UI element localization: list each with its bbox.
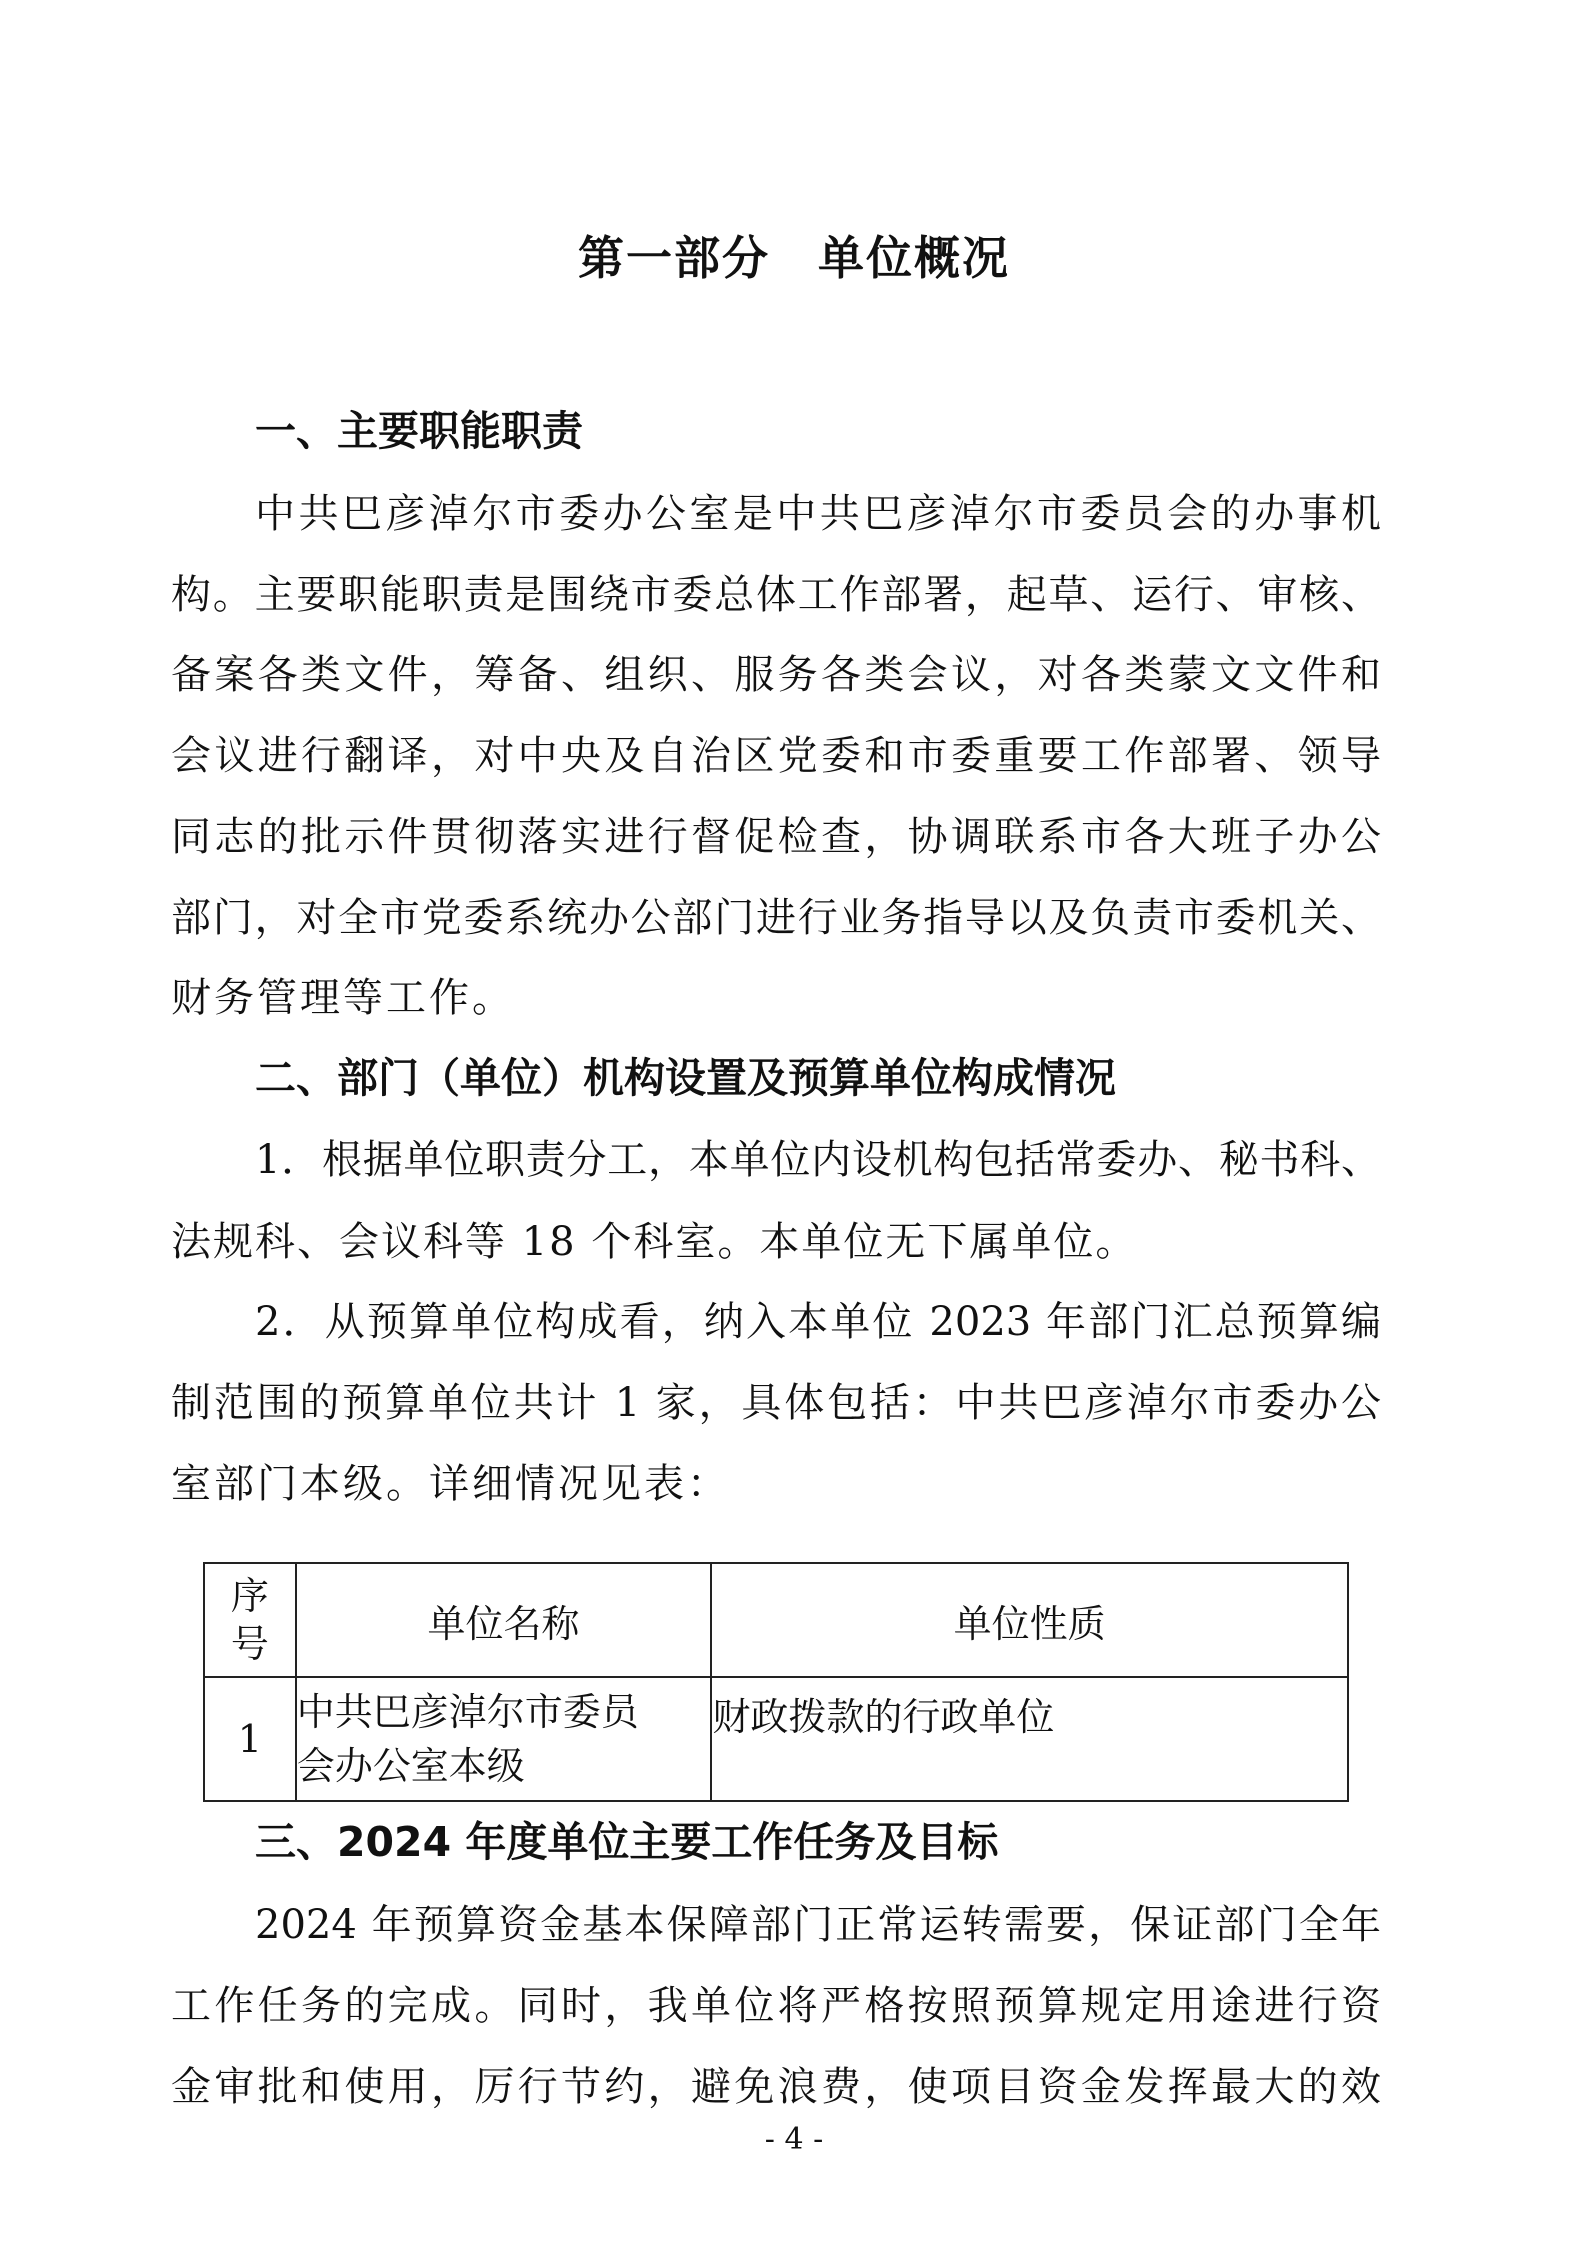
row-index: 1: [204, 1677, 296, 1801]
paragraph-line: 室部门本级。详细情况见表：: [171, 1461, 730, 1507]
row-unit-name: [296, 1677, 712, 1801]
table-header-row: [204, 1563, 1348, 1677]
paragraph-line: 构。主要职能职责是围绕市委总体工作部署，起草、运行、审核、: [171, 572, 1381, 618]
paragraph-line: 工作任务的完成。同时，我单位将严格按照预算规定用途进行资: [171, 1983, 1381, 2029]
paragraph-line: 2024 年预算资金基本保障部门正常运转需要，保证部门全年: [255, 1902, 1381, 1948]
header-index-line: 序: [230, 1574, 269, 1618]
paragraph-line: 金审批和使用，厉行节约，避免浪费，使项目资金发挥最大的效: [171, 2064, 1381, 2110]
unit-name-line: 会办公室本级: [296, 1744, 525, 1788]
section-heading-2: 二、部门（单位）机构设置及预算单位构成情况: [255, 1054, 1116, 1102]
page-number: - 4 -: [764, 2122, 824, 2157]
paragraph-line: 中共巴彦淖尔市委办公室是中共巴彦淖尔市委员会的办事机: [255, 491, 1381, 537]
header-index-line: 号: [230, 1622, 269, 1666]
row-unit-type: 财政拨款的行政单位: [711, 1677, 1348, 1801]
budget-unit-table: [203, 1562, 1349, 1802]
header-unit-type: 单位性质: [711, 1563, 1348, 1677]
paragraph-line: 同志的批示件贯彻落实进行督促检查，协调联系市各大班子办公: [171, 814, 1381, 860]
section-heading-1: 一、主要职能职责: [255, 407, 583, 455]
paragraph-line: 1．根据单位职责分工，本单位内设机构包括常委办、秘书科、: [255, 1137, 1381, 1183]
page-title: 第一部分 单位概况: [578, 231, 1010, 285]
paragraph-line: 法规科、会议科等 18 个科室。本单位无下属单位。: [171, 1219, 1138, 1265]
paragraph-line: 财务管理等工作。: [171, 975, 515, 1021]
section-heading-3: 三、2024 年度单位主要工作任务及目标: [255, 1818, 999, 1866]
paragraph-line: 2．从预算单位构成看，纳入本单位 2023 年部门汇总预算编: [255, 1299, 1381, 1345]
paragraph-line: 会议进行翻译，对中央及自治区党委和市委重要工作部署、领导: [171, 733, 1381, 779]
paragraph-line: 部门，对全市党委系统办公部门进行业务指导以及负责市委机关、: [171, 895, 1381, 941]
paragraph-line: 制范围的预算单位共计 1 家，具体包括：中共巴彦淖尔市委办公: [171, 1380, 1381, 1426]
header-index: [204, 1563, 296, 1677]
table-row: [204, 1677, 1348, 1801]
header-unit-name: 单位名称: [296, 1563, 712, 1677]
unit-name-line: 中共巴彦淖尔市委员: [296, 1690, 639, 1734]
paragraph-line: 备案各类文件，筹备、组织、服务各类会议，对各类蒙文文件和: [171, 652, 1381, 698]
